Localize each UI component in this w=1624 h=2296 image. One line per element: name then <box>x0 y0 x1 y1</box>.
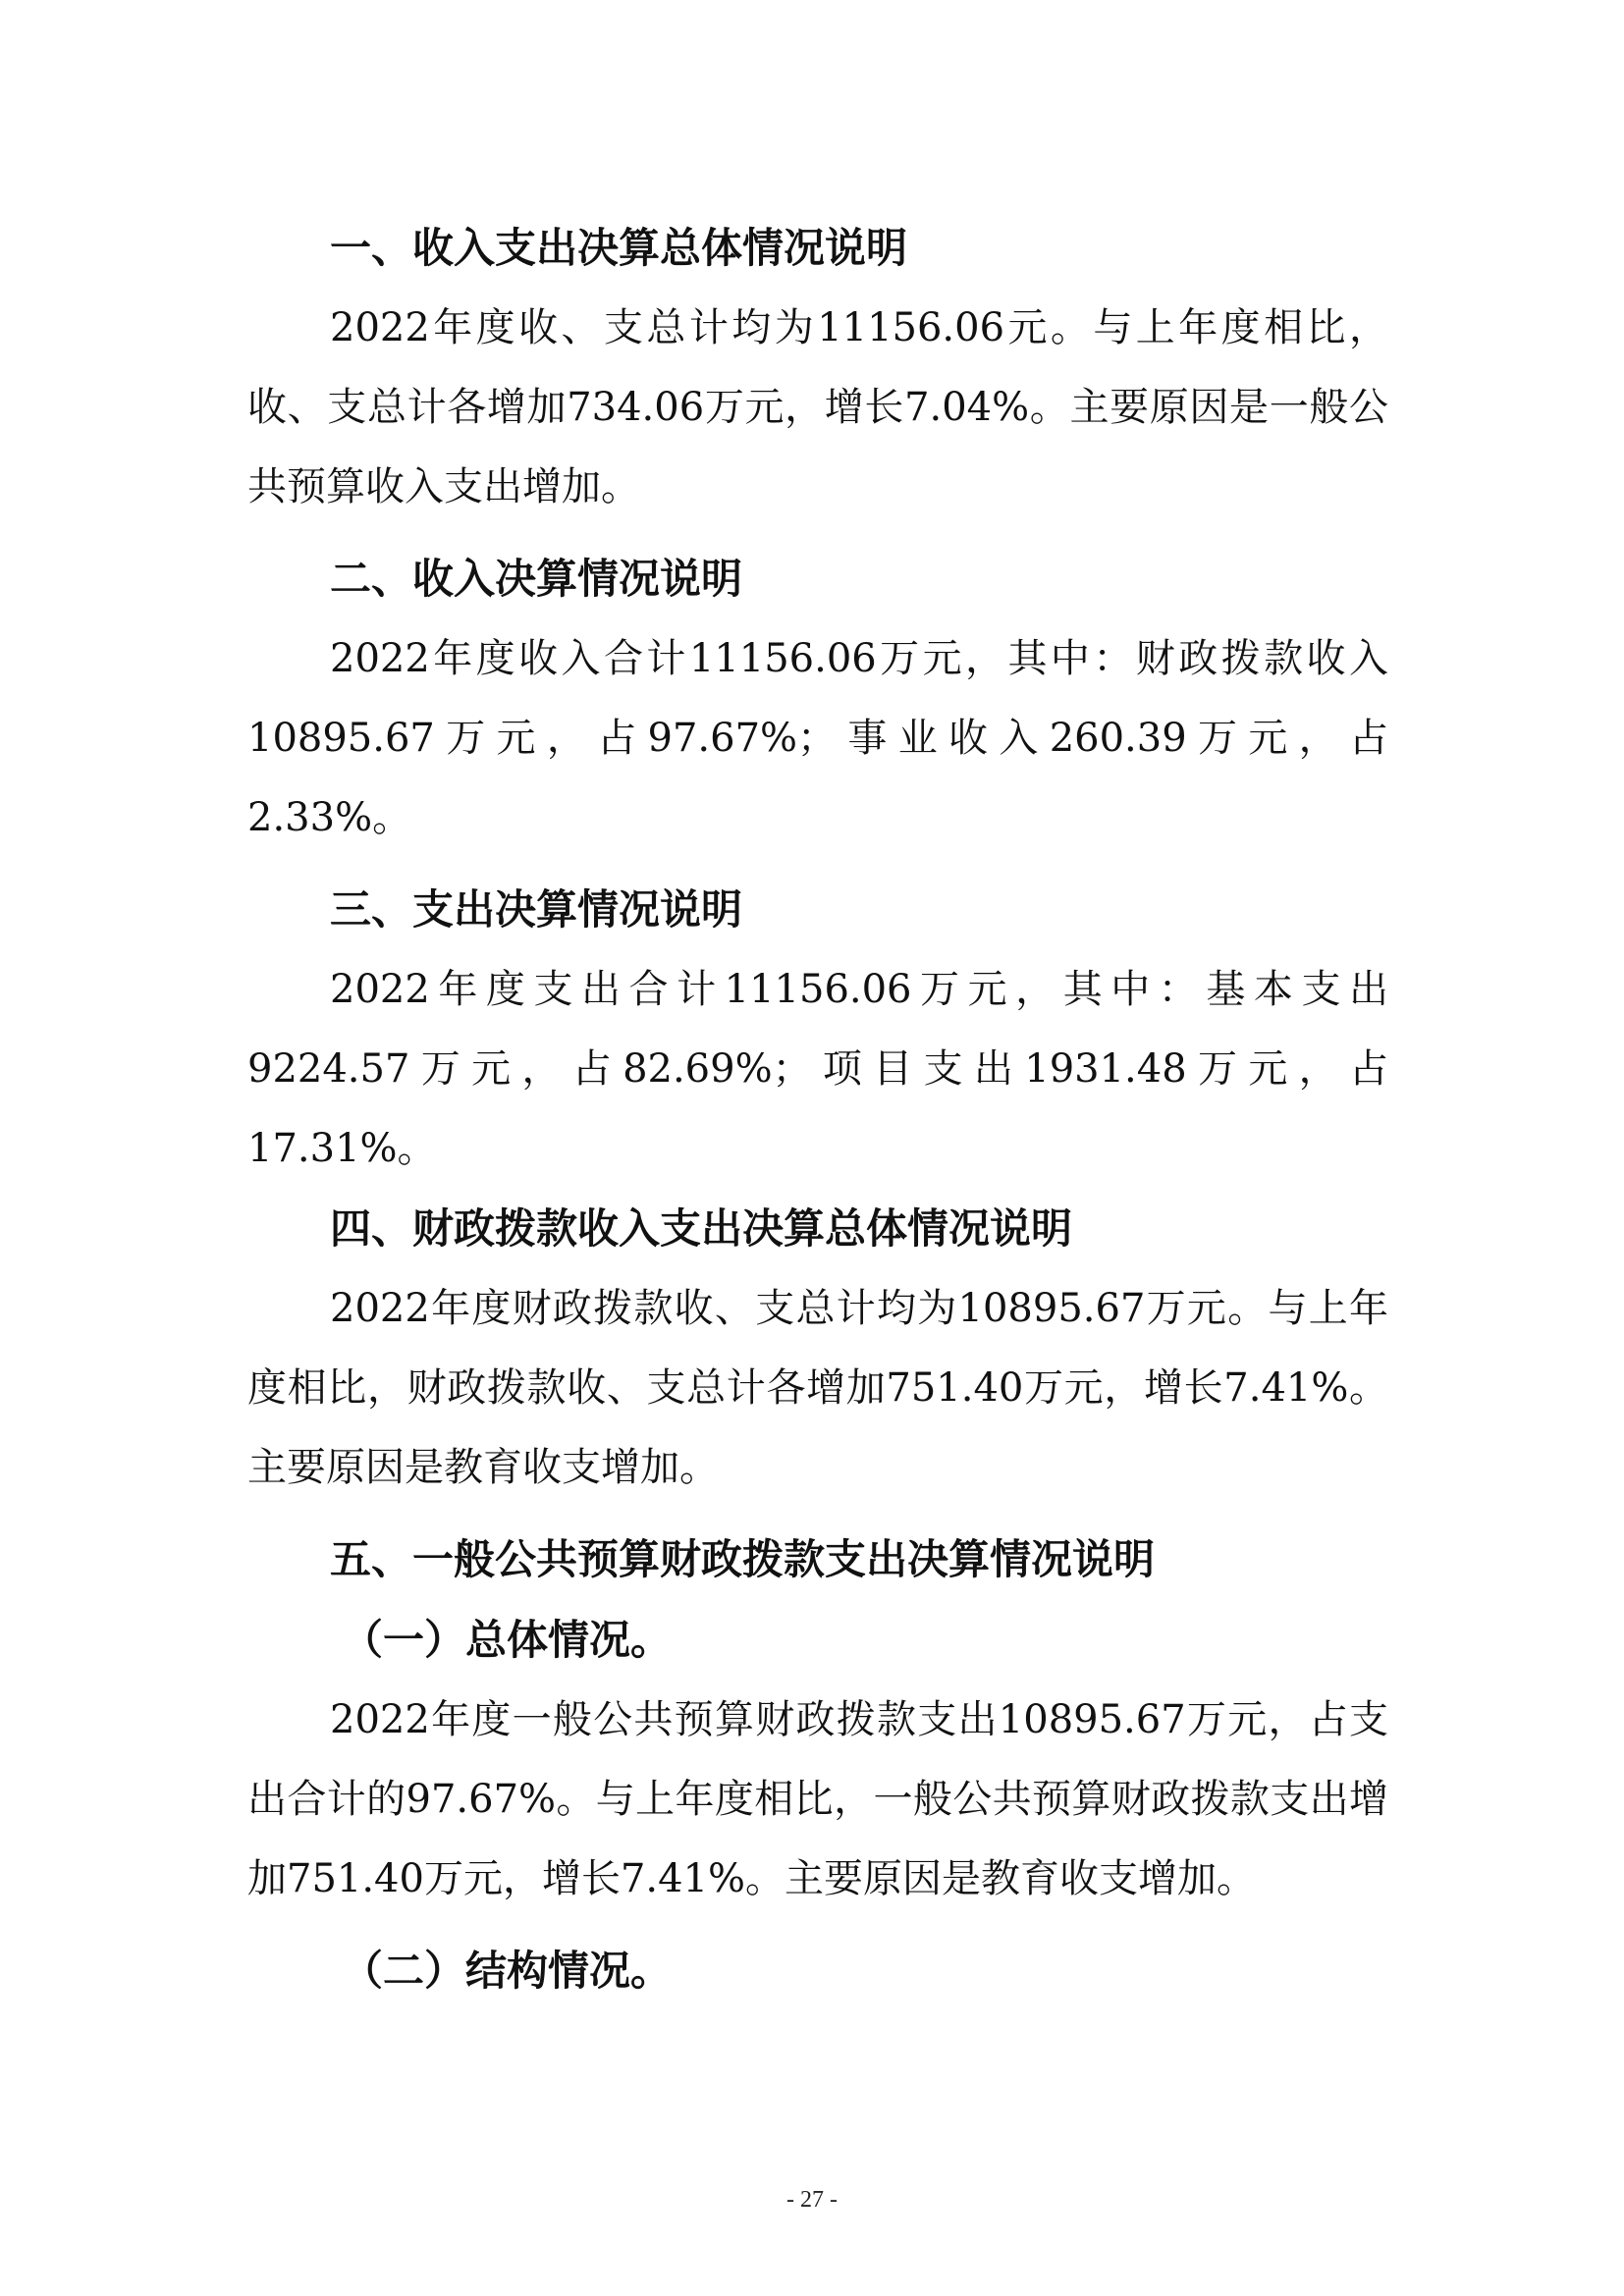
section-heading-5: 五、一般公共预算财政拨款支出决算情况说明 <box>330 1535 1156 1583</box>
subsection-paragraph-overall: 2022年度一般公共预算财政拨款支出10895.67万元，占支出合计的97.67%。与上年度相比，一般公共预算财政拨款支出增加751.40万元，增长7.41%。主要原因是教育收支增加。 <box>247 1697 1388 1901</box>
subsection-heading-structure: （二）结构情况。 <box>342 1947 673 1995</box>
section-paragraph-3: 2022年度支出合计11156.06万元，其中：基本支出9224.57万元，占82.69%；项目支出1931.48万元，占17.31%。 <box>247 967 1388 1171</box>
subsection-heading-overall: （一）总体情况。 <box>342 1616 673 1664</box>
section-paragraph-4: 2022年度财政拨款收、支总计均为10895.67万元。与上年度相比，财政拨款收、支总计各增加751.40万元，增长7.41%。主要原因是教育收支增加。 <box>247 1286 1388 1490</box>
section-heading-2: 二、收入决算情况说明 <box>330 555 743 603</box>
document-body <box>247 208 1388 2011</box>
page-number: - 27 - <box>786 2187 838 2213</box>
section-heading-3: 三、支出决算情况说明 <box>330 885 743 934</box>
section-heading-1: 一、收入支出决算总体情况说明 <box>330 224 908 272</box>
section-paragraph-2: 2022年度收入合计11156.06万元，其中：财政拨款收入10895.67万元，占97.67%；事业收入260.39万元，占2.33%。 <box>247 636 1388 840</box>
section-heading-4: 四、财政拨款收入支出决算总体情况说明 <box>330 1204 1073 1253</box>
section-paragraph-1: 2022年度收、支总计均为11156.06元。与上年度相比，收、支总计各增加734.06万元，增长7.04%。主要原因是一般公共预算收入支出增加。 <box>247 305 1388 509</box>
